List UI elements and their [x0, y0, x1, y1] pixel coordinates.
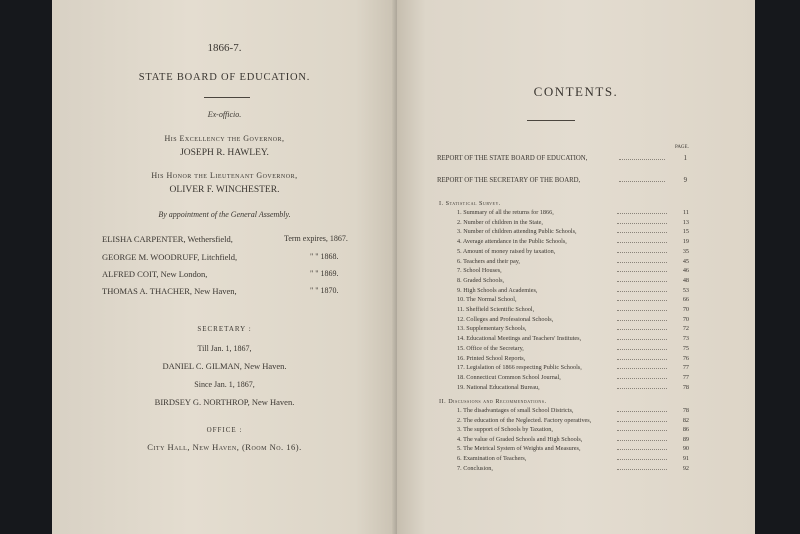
- toc-entry-page: 11: [683, 209, 689, 216]
- board-title: STATE BOARD OF EDUCATION.: [138, 72, 311, 83]
- lt-governor-title: His Honor the Lieutenant Governor,: [151, 171, 298, 180]
- toc-leader: [617, 421, 667, 422]
- toc-entry-page: 75: [682, 344, 689, 352]
- toc-entry-page: 35: [682, 247, 689, 255]
- office-label: OFFICE :: [206, 426, 243, 434]
- toc-entry: [457, 436, 689, 444]
- toc-entry-title: 5. Amount of money raised by taxation,: [457, 247, 556, 255]
- secretary-label: SECRETARY :: [197, 325, 252, 333]
- toc-leader: [617, 320, 667, 321]
- toc-entry-page: 48: [682, 276, 689, 284]
- ex-officio-label: Ex-officio.: [207, 110, 242, 119]
- toc-entry: [457, 219, 689, 227]
- toc-entry: [457, 445, 689, 453]
- toc-entry: [457, 258, 689, 266]
- governor-name: JOSEPH R. HAWLEY.: [180, 148, 269, 158]
- toc-entry-title: 13. Supplementary Schools,: [457, 325, 527, 333]
- member-name-2: GEORGE M. WOODRUFF, Litchfield,: [102, 252, 238, 262]
- toc-report-secretary-page: 9: [683, 177, 687, 184]
- contents-rule: [527, 120, 575, 121]
- governor-title: His Excellency the Governor,: [164, 134, 285, 143]
- toc-leader: [617, 440, 667, 441]
- toc-entry-title: 19. National Educational Bureau,: [457, 383, 540, 391]
- toc-leader: [617, 281, 667, 282]
- toc-entry-page: 82: [682, 416, 689, 424]
- toc-entry: [457, 296, 689, 304]
- toc-entry-page: 66: [682, 296, 689, 304]
- toc-entry: [457, 209, 689, 217]
- toc-entry: [457, 267, 689, 275]
- toc-entry: [457, 417, 689, 425]
- toc-entry-page: 77: [682, 373, 689, 381]
- member-term-3: " " 1869.: [310, 269, 339, 278]
- toc-entry: [457, 384, 689, 392]
- toc-entry-page: 72: [682, 325, 689, 333]
- toc-entry-title: 3. Number of children attending Public Schools,: [457, 228, 577, 236]
- toc-entry: [457, 325, 689, 333]
- toc-leader: [617, 339, 667, 340]
- toc-entry: [457, 455, 689, 463]
- toc-entry-title: 9. High Schools and Academies,: [457, 286, 538, 294]
- toc-entry-title: 14. Educational Meetings and Teachers' Institutes,: [457, 335, 582, 343]
- toc-leader: [617, 223, 667, 224]
- toc-entry-page: 15: [682, 228, 689, 236]
- toc-leader: [617, 262, 667, 263]
- toc-leader: [617, 388, 667, 389]
- office-address: City Hall, New Haven, (Room No. 16).: [147, 442, 302, 452]
- toc-entry-page: 70: [682, 315, 689, 323]
- toc-entry-page: 76: [682, 354, 689, 362]
- toc-entry: [457, 335, 689, 343]
- lt-governor-name: OLIVER F. WINCHESTER.: [169, 185, 280, 195]
- toc-entry-page: 90: [682, 445, 689, 453]
- toc-entry-page: 19: [682, 238, 689, 246]
- since-date: Since Jan. 1, 1867,: [194, 380, 255, 389]
- member-term-1: Term expires, 1867.: [284, 234, 348, 243]
- toc-entry: [457, 426, 689, 434]
- toc-entry-title: 2. The education of the Neglected. Factory operatives,: [457, 416, 592, 424]
- till-date: Till Jan. 1, 1867,: [197, 344, 252, 353]
- toc-leader: [617, 411, 667, 412]
- toc-entry: [457, 287, 689, 295]
- year-heading: 1866-7.: [207, 42, 242, 54]
- toc-entry-title: 17. Legislation of 1866 respecting Public Schools,: [457, 364, 582, 372]
- toc-entry-page: 78: [682, 407, 689, 414]
- toc-entry-title: 6. Teachers and their pay,: [457, 257, 520, 265]
- toc-entry: [457, 306, 689, 314]
- member-name-3: ALFRED COIT, New London,: [102, 269, 208, 279]
- page-header: PAGE.: [675, 145, 689, 150]
- toc-entry-title: 12. Colleges and Professional Schools,: [457, 315, 554, 323]
- toc-leader: [617, 310, 667, 311]
- toc-entry-title: 8. Graded Schools,: [457, 276, 505, 284]
- toc-entry-page: 89: [682, 435, 689, 443]
- left-page: [52, 0, 397, 534]
- toc-entry: [457, 316, 689, 324]
- toc-entry-title: 7. School Houses,: [457, 267, 502, 275]
- toc-leader: [617, 378, 667, 379]
- toc-entry-page: 46: [682, 267, 689, 275]
- appointment-label: By appointment of the General Assembly.: [158, 210, 291, 219]
- toc-leader: [617, 449, 667, 450]
- toc-entry-title: 15. Office of the Secretary,: [457, 344, 524, 352]
- toc-entry-page: 86: [682, 426, 689, 434]
- toc-report-board-page: 1: [683, 155, 687, 162]
- toc-entry-title: 2. Number of children in the State,: [457, 218, 543, 226]
- member-name-4: THOMAS A. THACHER, New Haven,: [102, 286, 237, 296]
- toc-report-secretary-title: REPORT OF THE SECRETARY OF THE BOARD,: [437, 177, 581, 184]
- secretary-1: DANIEL C. GILMAN, New Haven.: [162, 361, 287, 371]
- toc-report-secretary: [437, 177, 687, 185]
- toc-entry: [457, 345, 689, 353]
- toc-entry: [457, 465, 689, 473]
- toc-entry-page: 77: [682, 364, 689, 372]
- toc-leader: [617, 349, 667, 350]
- toc-leader: [617, 459, 667, 460]
- toc-entry: [457, 355, 689, 363]
- section-2-heading: II. Discussions and Recommendations.: [439, 398, 547, 405]
- toc-leader: [617, 430, 667, 431]
- toc-entry-page: 91: [682, 455, 689, 462]
- toc-entry-page: 78: [682, 383, 689, 391]
- toc-leader: [617, 252, 667, 253]
- member-term-2: " " 1868.: [310, 252, 339, 261]
- toc-entry: [457, 364, 689, 372]
- toc-entry-title: 18. Connecticut Common School Journal,: [457, 373, 561, 381]
- toc-leader: [617, 271, 667, 272]
- toc-entry-title: 5. The Metrical System of Weights and Measures,: [457, 445, 581, 453]
- toc-entry: [457, 238, 689, 246]
- toc-report-board: [437, 155, 687, 163]
- toc-entry-page: 53: [682, 286, 689, 294]
- toc-entry-title: 3. The support of Schools by Taxation,: [457, 426, 553, 434]
- toc-entry-title: 16. Printed School Reports,: [457, 354, 526, 362]
- toc-entry-title: 4. The value of Graded Schools and High Schools,: [457, 435, 583, 443]
- toc-leader: [617, 469, 667, 470]
- toc-entry: [457, 374, 689, 382]
- toc-entry-title: 11. Sheffield Scientific School,: [457, 306, 535, 313]
- toc-leader: [617, 300, 667, 301]
- toc-entry: [457, 228, 689, 236]
- toc-entry-title: 4. Average attendance in the Public Schools,: [457, 238, 567, 246]
- toc-leader: [617, 359, 667, 360]
- toc-leader: [617, 242, 667, 243]
- toc-leader: [617, 213, 667, 214]
- toc-entry-title: 7. Conclusion,: [457, 464, 493, 472]
- secretary-2: BIRDSEY G. NORTHROP, New Haven.: [154, 397, 295, 407]
- toc-leader: [617, 232, 667, 233]
- member-name-1: ELISHA CARPENTER, Wethersfield,: [102, 234, 233, 244]
- contents-title: CONTENTS.: [533, 84, 619, 99]
- toc-leader: [619, 159, 665, 160]
- title-rule: [204, 97, 250, 98]
- toc-report-board-title: REPORT OF THE STATE BOARD OF EDUCATION,: [437, 155, 588, 162]
- member-term-4: " " 1870.: [310, 286, 339, 295]
- toc-leader: [619, 181, 665, 182]
- toc-leader: [617, 329, 667, 330]
- toc-entry-title: 6. Examination of Teachers,: [457, 455, 527, 462]
- toc-entry-page: 92: [682, 464, 689, 472]
- section-1-heading: I. Statistical Survey.: [439, 200, 501, 207]
- toc-entry-page: 70: [682, 306, 689, 313]
- right-page: [397, 0, 755, 534]
- toc-leader: [617, 291, 667, 292]
- toc-entry: [457, 407, 689, 415]
- toc-entry-page: 45: [682, 257, 689, 265]
- toc-entry-title: 1. The disadvantages of small School Districts,: [457, 407, 574, 414]
- toc-entry-title: 1. Summary of all the returns for 1866,: [457, 209, 554, 216]
- toc-entry-title: 10. The Normal School,: [457, 296, 517, 304]
- toc-entry: [457, 248, 689, 256]
- toc-entry: [457, 277, 689, 285]
- toc-leader: [617, 368, 667, 369]
- toc-entry-page: 73: [682, 335, 689, 343]
- toc-entry-page: 13: [682, 218, 689, 226]
